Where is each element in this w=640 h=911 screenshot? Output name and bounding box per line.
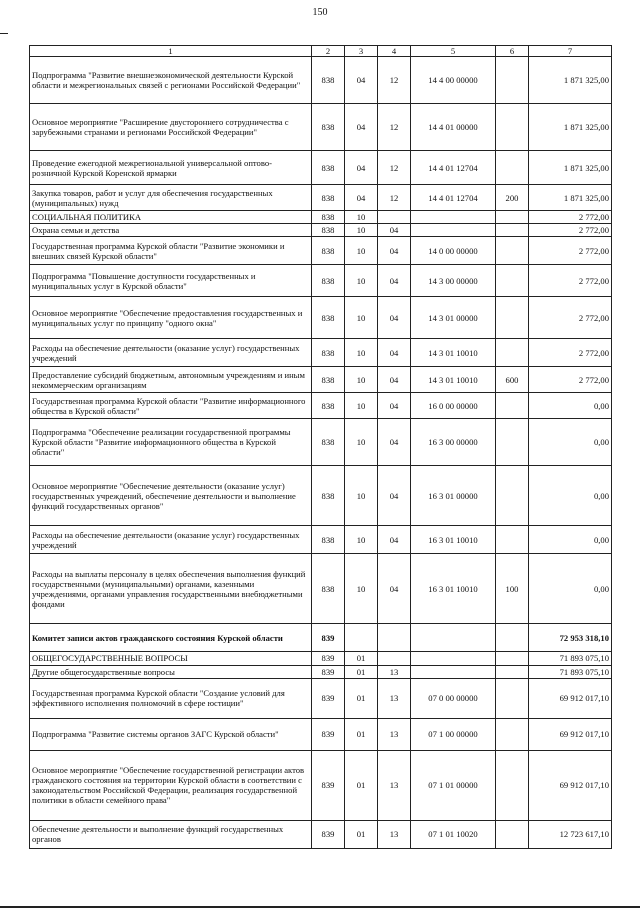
- section-code-cell: 10: [345, 297, 378, 339]
- subsection-code-cell: 13: [378, 718, 411, 750]
- table-row: [30, 526, 612, 554]
- subsection-code-cell: [378, 652, 411, 665]
- subsection-code-cell: 04: [378, 224, 411, 237]
- ministry-code-cell: 838: [312, 393, 345, 419]
- amount-cell: 0,00: [529, 526, 612, 554]
- subsection-code-cell: 12: [378, 151, 411, 185]
- table-row: [30, 624, 612, 652]
- target-article-cell: 14 3 01 00000: [411, 297, 496, 339]
- table-body: [30, 57, 612, 849]
- amount-cell: 69 912 017,10: [529, 678, 612, 718]
- subsection-code-cell: 13: [378, 665, 411, 678]
- row-name-cell: Предоставление субсидий бюджетным, автономным учреждениям и иным некоммерческим организациям: [30, 367, 312, 393]
- row-name-cell: Другие общегосударственные вопросы: [30, 665, 312, 678]
- subsection-code-cell: 04: [378, 339, 411, 367]
- row-name-cell: Расходы на обеспечение деятельности (оказание услуг) государственных учреждений: [30, 339, 312, 367]
- table-row: [30, 339, 612, 367]
- target-article-cell: 16 0 00 00000: [411, 393, 496, 419]
- expense-type-cell: [496, 678, 529, 718]
- amount-cell: 2 772,00: [529, 237, 612, 265]
- target-article-cell: [411, 665, 496, 678]
- subsection-code-cell: 04: [378, 393, 411, 419]
- row-name-cell: Проведение ежегодной межрегиональной универсальной оптово-розничной Курской Коренской ярмарки: [30, 151, 312, 185]
- amount-cell: 1 871 325,00: [529, 151, 612, 185]
- target-article-cell: 14 3 01 10010: [411, 367, 496, 393]
- table-row: [30, 57, 612, 104]
- ministry-code-cell: 838: [312, 185, 345, 211]
- ministry-code-cell: 839: [312, 718, 345, 750]
- target-article-cell: 07 1 01 00000: [411, 750, 496, 820]
- target-article-cell: 14 0 00 00000: [411, 237, 496, 265]
- amount-cell: 69 912 017,10: [529, 750, 612, 820]
- section-code-cell: 01: [345, 665, 378, 678]
- ministry-code-cell: 839: [312, 678, 345, 718]
- table-row: [30, 367, 612, 393]
- expense-type-cell: [496, 237, 529, 265]
- table-row: [30, 237, 612, 265]
- expense-type-cell: [496, 297, 529, 339]
- section-code-cell: 10: [345, 237, 378, 265]
- column-header: 4: [378, 46, 411, 57]
- row-name-cell: Основное мероприятие "Обеспечение предоставления государственных и муниципальных услуг по принципу "одного окна": [30, 297, 312, 339]
- section-code-cell: 10: [345, 339, 378, 367]
- table-row: [30, 652, 612, 665]
- subsection-code-cell: 04: [378, 367, 411, 393]
- column-header: 7: [529, 46, 612, 57]
- ministry-code-cell: 838: [312, 151, 345, 185]
- subsection-code-cell: 12: [378, 57, 411, 104]
- section-code-cell: 10: [345, 466, 378, 526]
- section-code-cell: 10: [345, 393, 378, 419]
- ministry-code-cell: 838: [312, 554, 345, 624]
- amount-cell: 72 953 318,10: [529, 624, 612, 652]
- target-article-cell: 07 1 01 10020: [411, 820, 496, 848]
- row-name-cell: Подпрограмма "Развитие системы органов ЗАГС Курской области": [30, 718, 312, 750]
- amount-cell: 0,00: [529, 393, 612, 419]
- section-code-cell: 10: [345, 224, 378, 237]
- table-row: [30, 554, 612, 624]
- section-code-cell: 10: [345, 211, 378, 224]
- amount-cell: 2 772,00: [529, 265, 612, 297]
- target-article-cell: 14 4 01 00000: [411, 104, 496, 151]
- section-code-cell: 10: [345, 367, 378, 393]
- expense-type-cell: [496, 265, 529, 297]
- subsection-code-cell: 12: [378, 185, 411, 211]
- expense-type-cell: [496, 750, 529, 820]
- expense-type-cell: [496, 211, 529, 224]
- row-name-cell: Подпрограмма "Повышение доступности государственных и муниципальных услуг в Курской области": [30, 265, 312, 297]
- expense-type-cell: [496, 151, 529, 185]
- scan-edge-mark: [0, 33, 8, 34]
- target-article-cell: [411, 624, 496, 652]
- expense-type-cell: [496, 224, 529, 237]
- section-code-cell: [345, 624, 378, 652]
- ministry-code-cell: 839: [312, 820, 345, 848]
- column-header: 2: [312, 46, 345, 57]
- table-row: [30, 419, 612, 466]
- amount-cell: 71 893 075,10: [529, 665, 612, 678]
- table-row: [30, 104, 612, 151]
- amount-cell: 1 871 325,00: [529, 185, 612, 211]
- expense-type-cell: [496, 466, 529, 526]
- section-code-cell: 10: [345, 554, 378, 624]
- amount-cell: 0,00: [529, 554, 612, 624]
- row-name-cell: Комитет записи актов гражданского состояния Курской области: [30, 624, 312, 652]
- subsection-code-cell: 04: [378, 419, 411, 466]
- target-article-cell: 14 3 00 00000: [411, 265, 496, 297]
- row-name-cell: Закупка товаров, работ и услуг для обеспечения государственных (муниципальных) нужд: [30, 185, 312, 211]
- target-article-cell: 14 4 01 12704: [411, 185, 496, 211]
- expense-type-cell: [496, 652, 529, 665]
- subsection-code-cell: 04: [378, 297, 411, 339]
- ministry-code-cell: 838: [312, 104, 345, 151]
- section-code-cell: 04: [345, 57, 378, 104]
- subsection-code-cell: 04: [378, 265, 411, 297]
- column-header: 5: [411, 46, 496, 57]
- section-code-cell: 01: [345, 678, 378, 718]
- section-code-cell: 10: [345, 265, 378, 297]
- subsection-code-cell: 12: [378, 104, 411, 151]
- section-code-cell: 10: [345, 526, 378, 554]
- table-row: [30, 224, 612, 237]
- ministry-code-cell: 838: [312, 466, 345, 526]
- table-row: [30, 678, 612, 718]
- ministry-code-cell: 838: [312, 367, 345, 393]
- target-article-cell: 16 3 01 00000: [411, 466, 496, 526]
- row-name-cell: СОЦИАЛЬНАЯ ПОЛИТИКА: [30, 211, 312, 224]
- row-name-cell: ОБЩЕГОСУДАРСТВЕННЫЕ ВОПРОСЫ: [30, 652, 312, 665]
- ministry-code-cell: 838: [312, 224, 345, 237]
- ministry-code-cell: 839: [312, 665, 345, 678]
- section-code-cell: 10: [345, 419, 378, 466]
- amount-cell: 0,00: [529, 466, 612, 526]
- ministry-code-cell: 839: [312, 652, 345, 665]
- row-name-cell: Основное мероприятие "Расширение двустороннего сотрудничества с зарубежными странами и регионами Российской Федерации": [30, 104, 312, 151]
- target-article-cell: 14 4 01 12704: [411, 151, 496, 185]
- row-name-cell: Обеспечение деятельности и выполнение функций государственных органов: [30, 820, 312, 848]
- table-row: [30, 393, 612, 419]
- page-number: 150: [312, 7, 328, 18]
- table-row: [30, 297, 612, 339]
- section-code-cell: 04: [345, 104, 378, 151]
- subsection-code-cell: 04: [378, 554, 411, 624]
- expense-type-cell: [496, 624, 529, 652]
- column-header: 3: [345, 46, 378, 57]
- section-code-cell: 01: [345, 750, 378, 820]
- amount-cell: 1 871 325,00: [529, 104, 612, 151]
- amount-cell: 1 871 325,00: [529, 57, 612, 104]
- row-name-cell: Государственная программа Курской области "Развитие экономики и внешних связей Курской области": [30, 237, 312, 265]
- target-article-cell: 14 3 01 10010: [411, 339, 496, 367]
- column-number-row: [30, 46, 612, 57]
- budget-table: [29, 45, 612, 849]
- subsection-code-cell: 04: [378, 466, 411, 526]
- subsection-code-cell: 04: [378, 526, 411, 554]
- row-name-cell: Расходы на выплаты персоналу в целях обеспечения выполнения функций государственными (муниципальными) органами, казенными учреждениями, органами управления государственными внебюджетными фондами: [30, 554, 312, 624]
- amount-cell: 2 772,00: [529, 297, 612, 339]
- expense-type-cell: 100: [496, 554, 529, 624]
- section-code-cell: 04: [345, 151, 378, 185]
- table-row: [30, 185, 612, 211]
- table-row: [30, 466, 612, 526]
- expense-type-cell: [496, 104, 529, 151]
- expense-type-cell: [496, 820, 529, 848]
- expense-type-cell: [496, 718, 529, 750]
- section-code-cell: 04: [345, 185, 378, 211]
- ministry-code-cell: 838: [312, 526, 345, 554]
- expense-type-cell: 200: [496, 185, 529, 211]
- target-article-cell: 07 0 00 00000: [411, 678, 496, 718]
- ministry-code-cell: 838: [312, 265, 345, 297]
- amount-cell: 2 772,00: [529, 211, 612, 224]
- column-header: 6: [496, 46, 529, 57]
- subsection-code-cell: 13: [378, 750, 411, 820]
- section-code-cell: 01: [345, 820, 378, 848]
- amount-cell: 71 893 075,10: [529, 652, 612, 665]
- target-article-cell: 16 3 01 10010: [411, 554, 496, 624]
- expense-type-cell: [496, 393, 529, 419]
- subsection-code-cell: [378, 624, 411, 652]
- amount-cell: 2 772,00: [529, 339, 612, 367]
- scan-bottom-edge: [0, 906, 640, 908]
- ministry-code-cell: 838: [312, 419, 345, 466]
- ministry-code-cell: 839: [312, 624, 345, 652]
- subsection-code-cell: 04: [378, 237, 411, 265]
- table-row: [30, 665, 612, 678]
- row-name-cell: Основное мероприятие "Обеспечение деятельности (оказание услуг) государственных учреждений, обеспечение деятельности и выполнение функций государственных органов": [30, 466, 312, 526]
- subsection-code-cell: 13: [378, 678, 411, 718]
- expense-type-cell: [496, 665, 529, 678]
- target-article-cell: 16 3 00 00000: [411, 419, 496, 466]
- subsection-code-cell: 13: [378, 820, 411, 848]
- target-article-cell: 07 1 00 00000: [411, 718, 496, 750]
- table-row: [30, 151, 612, 185]
- ministry-code-cell: 839: [312, 750, 345, 820]
- column-header: 1: [30, 46, 312, 57]
- section-code-cell: 01: [345, 652, 378, 665]
- table-row: [30, 820, 612, 848]
- row-name-cell: Подпрограмма "Обеспечение реализации государственной программы Курской области "Развитие информационного общества в Курской области": [30, 419, 312, 466]
- ministry-code-cell: 838: [312, 237, 345, 265]
- table-row: [30, 750, 612, 820]
- expense-type-cell: [496, 526, 529, 554]
- expense-type-cell: [496, 339, 529, 367]
- ministry-code-cell: 838: [312, 57, 345, 104]
- amount-cell: 2 772,00: [529, 367, 612, 393]
- target-article-cell: 16 3 01 10010: [411, 526, 496, 554]
- ministry-code-cell: 838: [312, 211, 345, 224]
- expense-type-cell: 600: [496, 367, 529, 393]
- ministry-code-cell: 838: [312, 339, 345, 367]
- row-name-cell: Охрана семьи и детства: [30, 224, 312, 237]
- target-article-cell: [411, 224, 496, 237]
- row-name-cell: Государственная программа Курской области "Создание условий для эффективного исполнения полномочий в сфере юстиции": [30, 678, 312, 718]
- amount-cell: 0,00: [529, 419, 612, 466]
- table-row: [30, 211, 612, 224]
- amount-cell: 12 723 617,10: [529, 820, 612, 848]
- section-code-cell: 01: [345, 718, 378, 750]
- table-row: [30, 265, 612, 297]
- subsection-code-cell: [378, 211, 411, 224]
- row-name-cell: Подпрограмма "Развитие внешнеэкономической деятельности Курской области и межрегиональных связей с регионами Российской Федерации": [30, 57, 312, 104]
- amount-cell: 2 772,00: [529, 224, 612, 237]
- table-row: [30, 718, 612, 750]
- expense-type-cell: [496, 419, 529, 466]
- target-article-cell: [411, 652, 496, 665]
- ministry-code-cell: 838: [312, 297, 345, 339]
- row-name-cell: Основное мероприятие "Обеспечение государственной регистрации актов гражданского состояния на территории Курской области в соответствии с законодательством Российской Федерации, реализация государственной политики в области семейного права": [30, 750, 312, 820]
- row-name-cell: Государственная программа Курской области "Развитие информационного общества в Курской области": [30, 393, 312, 419]
- row-name-cell: Расходы на обеспечение деятельности (оказание услуг) государственных учреждений: [30, 526, 312, 554]
- target-article-cell: 14 4 00 00000: [411, 57, 496, 104]
- amount-cell: 69 912 017,10: [529, 718, 612, 750]
- target-article-cell: [411, 211, 496, 224]
- expense-type-cell: [496, 57, 529, 104]
